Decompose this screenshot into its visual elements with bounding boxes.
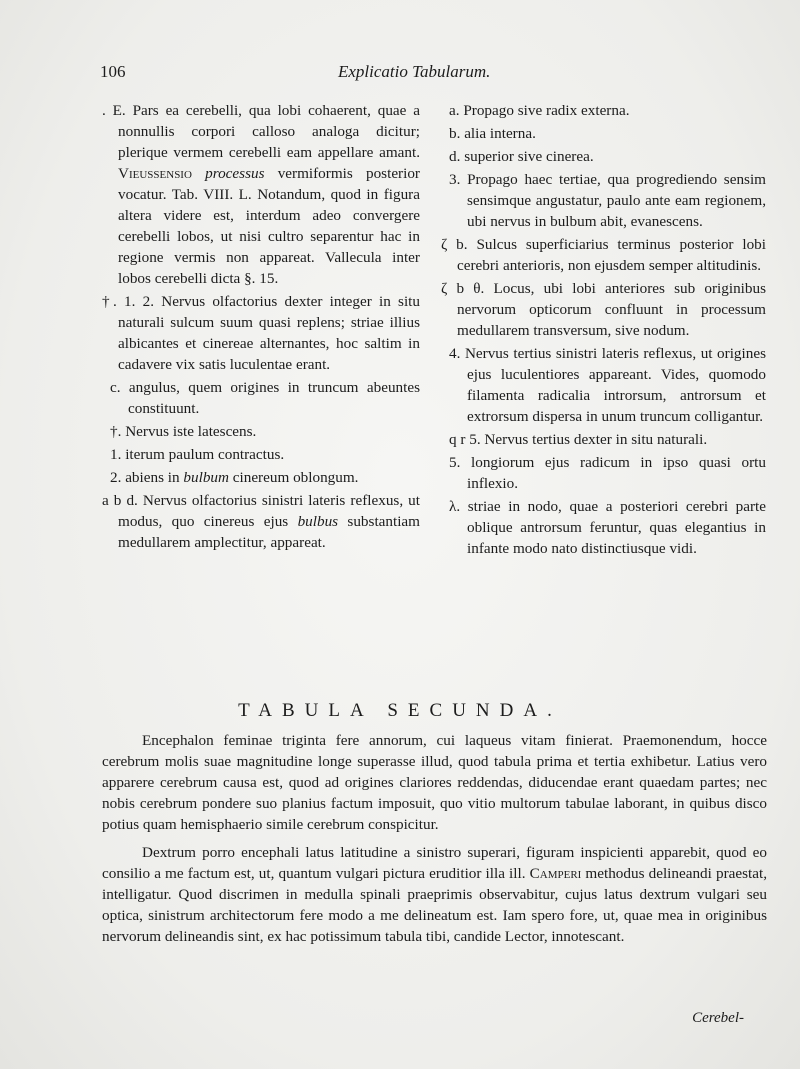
text-run: †. Nervus iste latescens. [110,423,257,440]
text-run: a b d. Nervus olfactorius sinistri lateris reflexus, ut modus, quo cinereus ejus [102,492,420,530]
text-run: Camperi [529,865,582,882]
text-run: †. 1. 2. Nervus olfactorius dexter integer in situ naturali sulcum suum quasi replens; striae illius albicantes et cinereae alternantes, hoc saltim in cadavere vix satis luculentae erant. [102,293,420,373]
explanation-entry [441,343,766,427]
text-run: 5. longiorum ejus radicum in ipso quasi ortu inflexio. [449,454,766,492]
explanation-entry [441,169,766,232]
text-run: vermiformis posterior vocatur. Tab. VIII. L. Notandum, quod in figura altera videre est, interdum adeo convergere cerebelli lobos, ut nisi cultro separentur hac in regione vermis non appareat. Vallecula inter lobos cerebelli dicta §. 15. [118,165,420,287]
text-run: 4. Nervus tertius sinistri lateris reflexus, ut origines ejus luculentiores appareant. Vides, quomodo filamenta radicalia introrsum, antrorsum et extrorsum dispersa in unum truncum colligantur. [449,345,766,425]
catchword: Cerebel- [692,1010,744,1026]
section-title: TABULA SECUNDA. [238,700,562,721]
explanation-entry [441,429,766,450]
page-header [100,62,700,90]
explanation-entry [102,100,420,289]
explanation-entry [102,377,420,419]
explanation-entry [102,467,420,488]
explanation-entry [102,421,420,442]
explanation-entry [441,234,766,276]
text-run: 2. abiens in [110,469,184,486]
section-body [102,730,767,954]
text-run: Vieussensio [118,165,192,182]
body-paragraph [102,730,767,835]
text-run: processus [205,165,265,182]
text-run: methodus delineandi praestat, intelligatur. Quod discrimen in medulla spinali praeprimis observabitur, cujus latus dextrum vulgari seu optica, sinistrum architectorum fere modo a me delineatum est. Iam spero fore, ut, quae mea in originibus nervorum delineandis sint, ex hac potissimum tabula tibi, candide Lector, innotescant. [102,865,767,945]
explanation-entry [102,490,420,553]
explanation-entry [441,278,766,341]
text-run: ζ b. Sulcus superficiarius terminus posterior lobi cerebri anterioris, non ejusdem semper altitudinis. [441,236,766,274]
text-run [192,165,205,182]
explanation-entry [102,444,420,465]
text-run: bulbum [183,469,229,486]
explanation-entry [441,123,766,144]
text-run: λ. striae in nodo, quae a posteriori cerebri parte oblique antrorsum feruntur, quas elegantius in infante modo nato distinctiusque vidi. [449,498,766,557]
text-run: 1. iterum paulum contractus. [110,446,285,463]
left-column [102,100,420,555]
text-run: Encephalon feminae triginta fere annorum, cui laqueus vitam finierat. Praemonendum, hocce cerebrum molis suae magnitudine longe superasse illud, quod tabula prima et tertia exhibetur. Latius vero apparere cerebrum causa est, quod ad origines clariores reddendas, diducendae erant quaedam partes; nec nobis cerebrum pondere suo planius factum imposuit, quo vitio multorum tabulae laborant, in quibus disco potius quam hemisphaerio simile cerebrum conspicitur. [102,732,767,833]
text-run: ζ b θ. Locus, ubi lobi anteriores sub originibus nervorum opticorum confluunt in processum medullarem transversum, sive nodum. [441,280,766,339]
text-run: 3. Propago haec tertiae, qua progrediendo sensim sensimque angustatur, paulo ante eam regionem, ubi nervus in bulbum abit, evanescens. [449,171,766,230]
text-run: b. alia interna. [449,125,536,142]
text-run: . E. Pars ea cerebelli, qua lobi cohaerent, quae a nonnullis corpori calloso analoga dicitur; plerique vermem cerebelli eam appellare amant. [102,102,420,161]
explanation-entry [441,100,766,121]
text-run: Dextrum porro encephali latus latitudine a sinistro superari, figuram inspicienti apparebit, quod eo consilio a me factum est, ut, quantum vulgari pictura eruditior illa ill. [102,844,767,882]
explanation-entry [441,146,766,167]
text-run: d. superior sive cinerea. [449,148,594,165]
text-run: a. Propago sive radix externa. [449,102,630,119]
running-title: Explicatio Tabularum. [338,62,491,81]
text-run: bulbus [297,513,339,530]
explanation-entry [102,291,420,375]
explanation-entry [441,452,766,494]
right-column [441,100,766,561]
text-run: q r 5. Nervus tertius dexter in situ naturali. [449,431,708,448]
page-number: 106 [100,62,126,81]
explanation-entry [441,496,766,559]
body-paragraph [102,842,767,947]
text-run: c. angulus, quem origines in truncum abeuntes constituunt. [110,379,420,417]
text-run: substantiam medullarem amplectitur, appareat. [118,513,420,551]
text-run: cinereum oblongum. [228,469,359,486]
